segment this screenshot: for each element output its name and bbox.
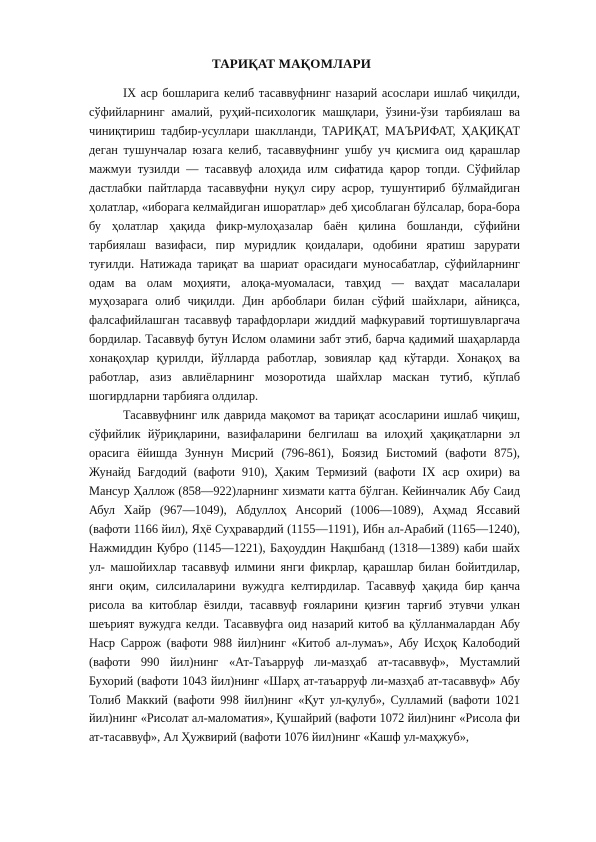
document-title: ТАРИҚАТ МАҚОМЛАРИ bbox=[211, 56, 372, 71]
paragraph-1: IX аср бошларига келиб тасаввуфнинг назарий асослари ишлаб чиқилди, сўфийларнинг амалий, руҳий-психологик машқлари, ўзини-ўзи тарбиялаш ва чиниқтириш тадбир-усуллари шаклланди, ТАРИҚАТ, МАЪРИФАТ, ҲАҚИҚАТ деган тушунчалар юзага келиб, тасаввуфнинг ушбу уч қисмига оид қарашлар мажмуи тузилди — тасаввуф алоҳида илм сифатида қарор топди. Сўфийлар дастлабки пайтларда тасаввуфни нуқул сиру асрор, тушунтириб бўлмайдиган ҳолатлар, «иборага келмайдиган ишоратлар» деб ҳисоблаган бўлсалар, бора-бора бу ҳолатлар ҳақида фикр-мулоҳазалар баён қилина бошланди, сўфийни тарбиялаш вазифаси, пир муридлик қоидалари, одобини яратиш зарурати туғилди. Натижада тариқат ва шариат орасидаги муносабатлар, сўфийларнинг одам ва олам моҳияти, алоқа-муомаласи, тавҳид — ваҳдат масалалари муҳозарага олиб чиқилди. Дин арбоблари билан сўфий шайхлари, айниқса, фалсафийлашган тасаввуф тарафдорлари жиддий мафкуравий тортишувларгача бордилар. Тасаввуф бутун Ислом оламини забт этиб, барча қадимий шаҳарларда хонақоҳлар қурилди, йўлларда работлар, зовиялар қад кўтарди. Хонақоҳ ва работлар, азиз авлиёларнинг мозоротида шайхлар маскан тутиб, кўплаб шогирдларни тарбияга олдилар. bbox=[89, 86, 520, 404]
paragraph-2: Тасаввуфнинг илк даврида мақомот ва тариқат асосларини ишлаб чиқиш, сўфийлик йўриқларини, вазифаларини белгилаш ва илоҳий ҳақиқатларни эл орасига ёйишда Зуннун Мисрий (796-861), Боязид Бистомий (вафоти 875), Жунайд Бағдодий (вафоти 910), Ҳаким Термизий (вафоти IX аср охири) ва Мансур Ҳаллож (858—922)ларнинг хизмати катта бўлган. Кейинчалик Абу Саид Абул Хайр (967—1049), Абдуллоҳ Ансорий (1006—1089), Аҳмад Яссавий (вафоти 1166 йил), Яҳё Суҳравардий (1155—1191), Ибн ал-Арабий (1165—1240), Нажмиддин Кубро (1145—1221), Баҳоуддин Нақшбанд (1318—1389) каби шайх ул- машойихлар тасаввуф илмини янги фикрлар, қарашлар билан бойитдилар, янги оқим, силсилаларини вужудга келтирдилар. Тасаввуф ҳақида бир қанча рисола ва китоблар ёзилди, тасаввуф ғояларини қизғин тарғиб этувчи улкан шеърият вужудга келди. Тасаввуфга оид назарий китоб ва қўлланмалардан Абу Наср Саррож (вафоти 988 йил)нинг «Китоб ал-лумаъ», Абу Исҳоқ Калободий (вафоти 990 йил)нинг «Ат-Таъарруф ли-мазҳаб ат-тасаввуф», Мустамлий Бухорий (вафоти 1043 йил)нинг «Шарҳ ат-таъарруф ли-мазҳаб ат-тасаввуф» Абу Толиб Маккий (вафоти 998 йил)нинг «Қут ул-қулуб», Сулламий (вафоти 1021 йил)нинг «Рисолат ал-маломатия», Қушайрий (вафоти 1072 йил)нинг «Рисола фи ат-тасаввуф», Ал Ҳужвирий (вафоти 1076 йил)нинг «Кашф ул-маҳжуб», bbox=[89, 408, 520, 745]
document-page bbox=[89, 54, 520, 747]
